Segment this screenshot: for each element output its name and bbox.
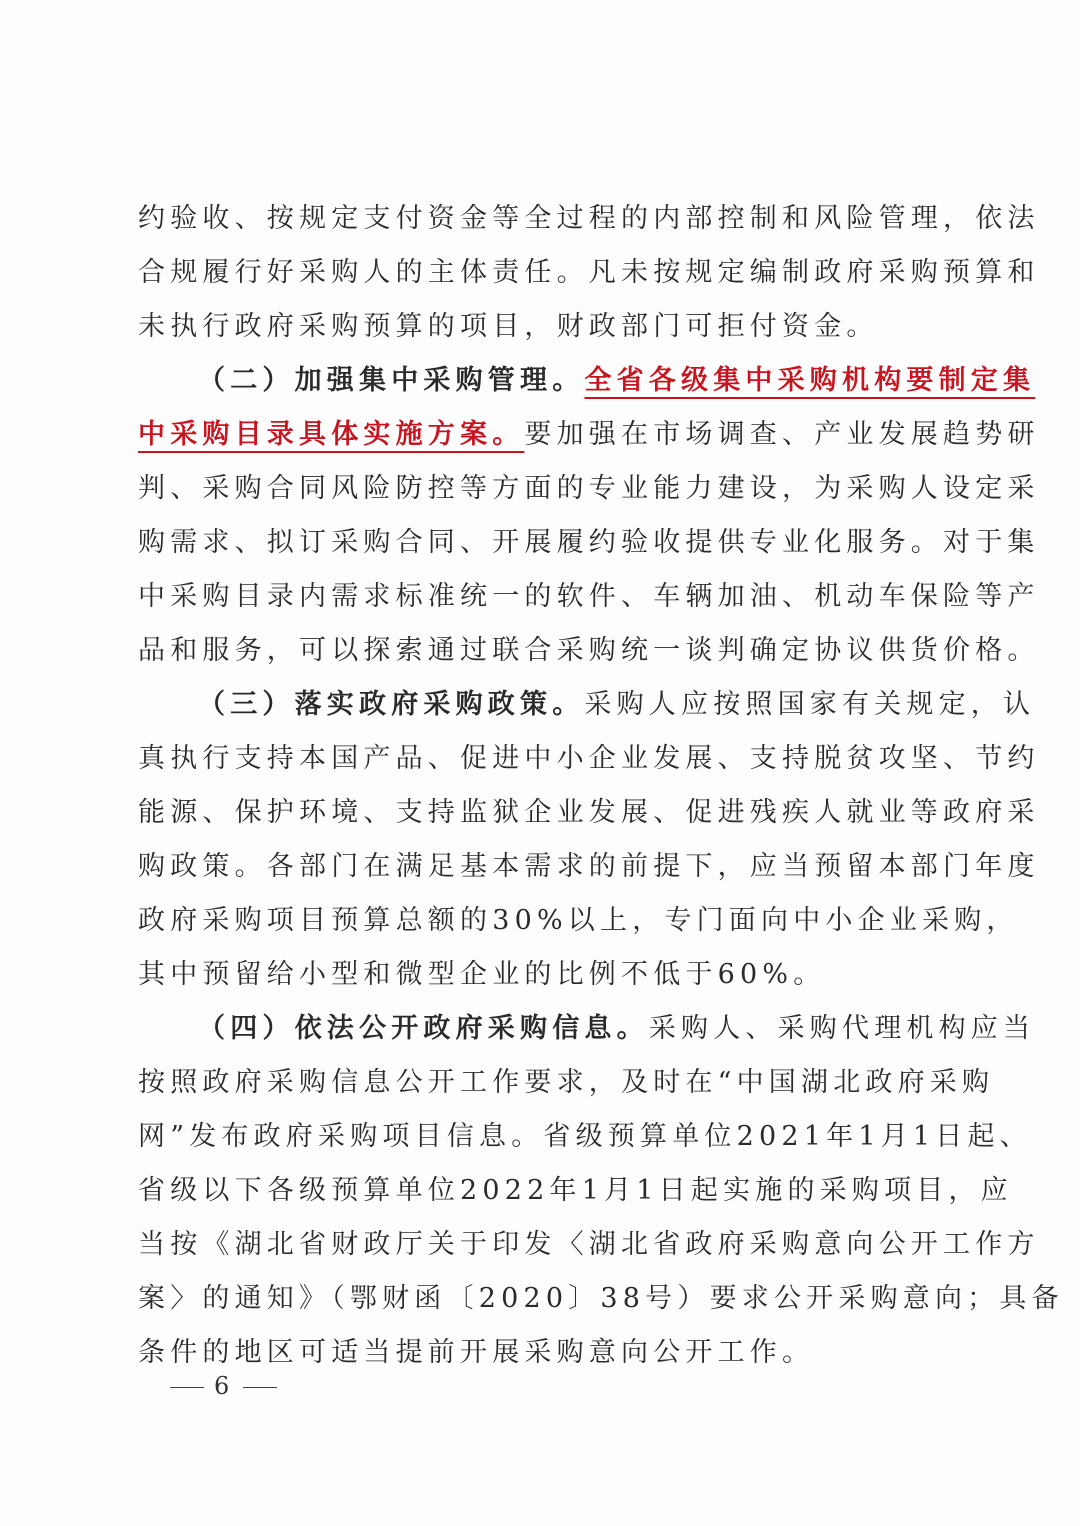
text-line: 购需求、拟订采购合同、开展履约验收提供专业化服务。对于集 — [138, 527, 1040, 558]
text-line: 网”发布政府采购项目信息。省级预算单位2021年1月1日起、 — [138, 1121, 1032, 1152]
text-line: 合规履行好采购人的主体责任。凡未按规定编制政府采购预算和 — [138, 257, 1040, 288]
section-4-first-rest: 采购人、采购代理机构应当 — [648, 1013, 1036, 1044]
text-line: 中采购目录内需求标准统一的软件、车辆加油、机动车保险等产 — [138, 581, 1040, 612]
section-3-first-rest: 采购人应按照国家有关规定，认 — [584, 689, 1036, 720]
text-line: 按照政府采购信息公开工作要求，及时在“中国湖北政府采购 — [138, 1067, 995, 1098]
text-line: 当按《湖北省财政厅关于印发〈湖北省政府采购意向公开工作方 — [138, 1229, 1040, 1260]
section-2-highlight-b: 中采购目录具体实施方案。 — [138, 419, 525, 450]
section-2-heading: （二）加强集中采购管理。 — [198, 365, 585, 396]
text-line: 真执行支持本国产品、促进中小企业发展、支持脱贫攻坚、节约 — [138, 743, 1040, 774]
section-2-first-line — [138, 354, 1036, 408]
section-2-second-line — [138, 408, 1040, 462]
text-line: 能源、保护环境、支持监狱企业发展、促进残疾人就业等政府采 — [138, 797, 1040, 828]
section-4-heading: （四）依法公开政府采购信息。 — [198, 1013, 649, 1044]
text-line: 品和服务，可以探索通过联合采购统一谈判确定协议供货价格。 — [138, 635, 1040, 666]
dash-decoration — [243, 1387, 277, 1388]
section-4-first-line — [138, 1002, 1036, 1056]
text-line: 其中预留给小型和微型企业的比例不低于60%。 — [138, 959, 826, 990]
text-line: 条件的地区可适当提前开展采购意向公开工作。 — [138, 1337, 815, 1368]
section-2-line-rest: 要加强在市场调查、产业发展趋势研 — [524, 419, 1040, 450]
page-number-value: 6 — [214, 1372, 234, 1400]
text-line: 购政策。各部门在满足基本需求的前提下，应当预留本部门年度 — [138, 851, 1040, 882]
dash-decoration — [170, 1387, 204, 1388]
text-line: 约验收、按规定支付资金等全过程的内部控制和风险管理，依法 — [138, 203, 1040, 234]
text-line: 省级以下各级预算单位2022年1月1日起实施的采购项目，应 — [138, 1175, 1013, 1206]
section-2-highlight-a: 全省各级集中采购机构要制定集 — [584, 365, 1036, 396]
section-3-heading: （三）落实政府采购政策。 — [198, 689, 585, 720]
page-number — [160, 1372, 287, 1400]
text-line: 案〉的通知》（鄂财函〔2020〕38号）要求公开采购意向；具备 — [138, 1283, 1064, 1314]
text-line: 政府采购项目预算总额的30%以上，专门面向中小企业采购， — [138, 905, 1019, 936]
text-line: 未执行政府采购预算的项目，财政部门可拒付资金。 — [138, 311, 879, 342]
text-line: 判、采购合同风险防控等方面的专业能力建设，为采购人设定采 — [138, 473, 1040, 504]
body-text — [138, 192, 1064, 1380]
section-3-first-line — [138, 678, 1036, 732]
